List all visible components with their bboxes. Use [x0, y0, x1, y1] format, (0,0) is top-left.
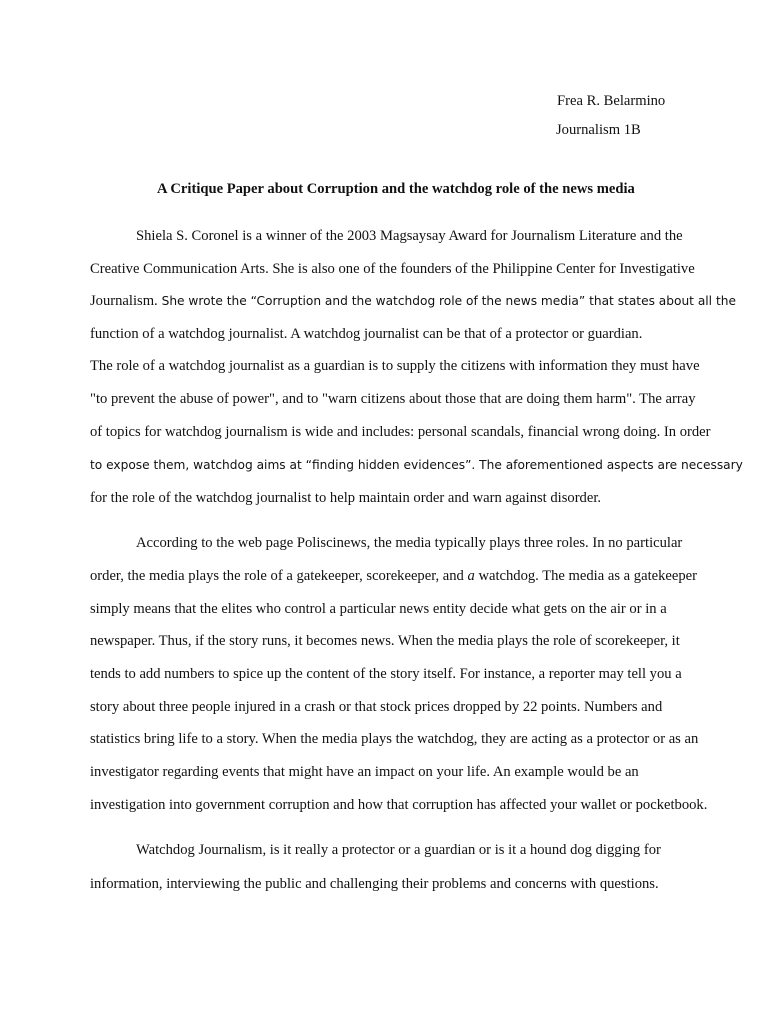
text-segment: Journalism.: [90, 293, 158, 309]
text-line: statistics bring life to a story. When the media plays the watchdog, they are acting as a protector or as an: [90, 731, 699, 747]
text-line: newspaper. Thus, if the story runs, it becomes news. When the media plays the role of scorekeeper, it: [90, 633, 680, 649]
text-line: [90, 292, 736, 310]
text-line: function of a watchdog journalist. A watchdog journalist can be that of a protector or guardian.: [90, 326, 643, 342]
text-line: According to the web page Poliscinews, the media typically plays three roles. In no particular: [136, 535, 683, 551]
text-line: [90, 567, 697, 585]
text-line: "to prevent the abuse of power", and to "warn citizens about those that are doing them harm". The array: [90, 391, 696, 407]
text-segment: watchdog. The media as a gatekeeper: [474, 568, 697, 584]
paper-title: A Critique Paper about Corruption and the watchdog role of the news media: [157, 181, 635, 197]
author-name: Frea R. Belarmino: [557, 93, 666, 109]
text-line: investigation into government corruption and how that corruption has affected your wallet or pocketbook.: [90, 797, 708, 813]
text-line: Creative Communication Arts. She is also one of the founders of the Philippine Center for Investigative: [90, 261, 695, 277]
text-line: simply means that the elites who control a particular news entity decide what gets on the air or in a: [90, 601, 667, 617]
text-line: information, interviewing the public and challenging their problems and concerns with questions.: [90, 876, 659, 892]
text-line: story about three people injured in a crash or that stock prices dropped by 22 points. Numbers and: [90, 699, 663, 715]
text-line: Watchdog Journalism, is it really a protector or a guardian or is it a hound dog digging for: [136, 842, 661, 858]
text-segment: She wrote the “Corruption and the watchdog role of the news media” that states about all the: [157, 294, 736, 308]
text-segment: a: [467, 568, 475, 584]
text-line: to expose them, watchdog aims at “finding hidden evidences”. The aforementioned aspects are necessary: [90, 458, 743, 472]
text-line: tends to add numbers to spice up the content of the story itself. For instance, a reporter may tell you a: [90, 666, 682, 682]
text-line: The role of a watchdog journalist as a guardian is to supply the citizens with information they must have: [90, 358, 700, 374]
text-segment: order, the media plays the role of a gatekeeper, scorekeeper, and: [90, 568, 468, 584]
text-line: for the role of the watchdog journalist to help maintain order and warn against disorder.: [90, 490, 602, 506]
text-line: of topics for watchdog journalism is wide and includes: personal scandals, financial wrong doing. In order: [90, 424, 711, 440]
course-name: Journalism 1B: [556, 122, 641, 138]
text-line: investigator regarding events that might have an impact on your life. An example would be an: [90, 764, 639, 780]
text-line: Shiela S. Coronel is a winner of the 2003 Magsaysay Award for Journalism Literature and the: [136, 228, 683, 244]
